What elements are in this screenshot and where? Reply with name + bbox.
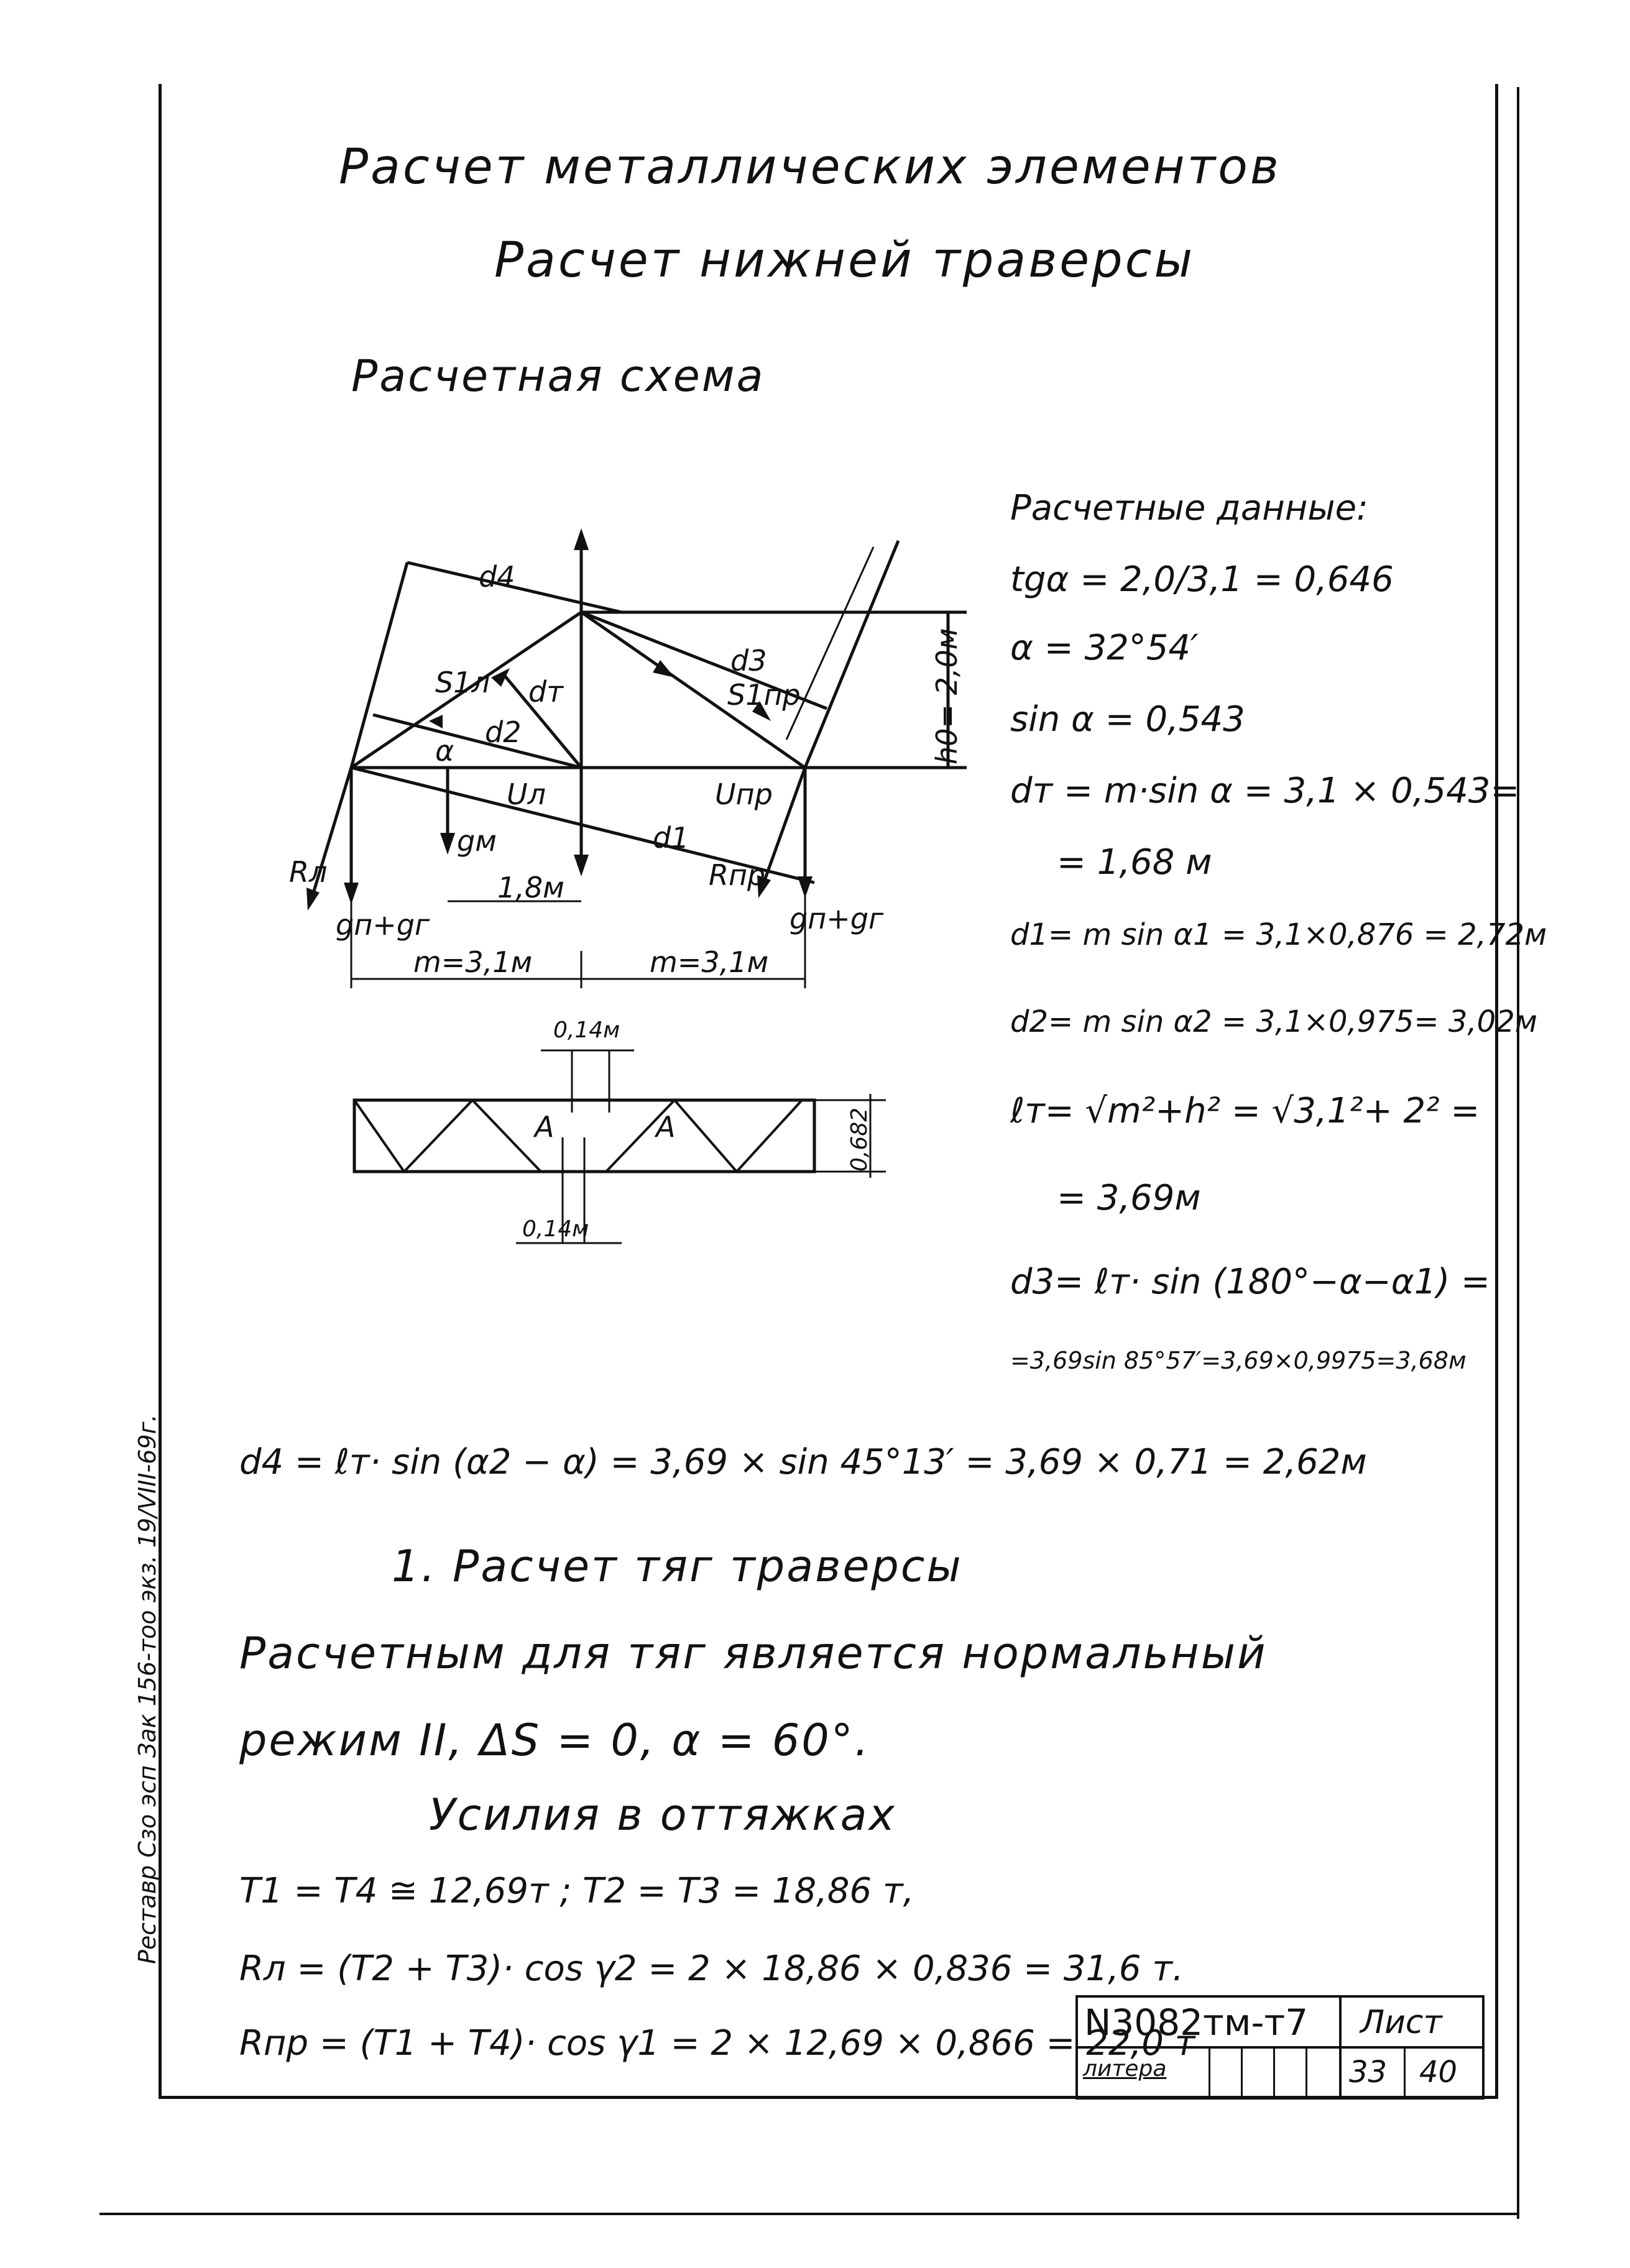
data-d3: d3= ℓт· sin (180°−α−α1) = bbox=[1010, 1262, 1490, 1302]
label-gsum-left: gп+gг bbox=[336, 908, 430, 942]
stamp-sheet-div bbox=[1404, 2049, 1406, 2097]
label-alpha: α bbox=[435, 734, 454, 768]
eq-tensions: T1 = T4 ≅ 12,69т ; T2 = T3 = 18,86 т, bbox=[239, 1871, 914, 1911]
label-d1: d1 bbox=[653, 821, 689, 855]
label-s1: S1л bbox=[435, 666, 490, 699]
stamp-sheet-label: Лист bbox=[1360, 2004, 1442, 2041]
label-gsum-right: gп+gг bbox=[790, 902, 884, 935]
eq-rl: Rл = (T2 + T3)· cos γ2 = 2 × 18,86 × 0,836 = 31,6 т. bbox=[239, 1949, 1184, 1989]
stamp-litera-div3 bbox=[1273, 2049, 1275, 2097]
stamp-litera-div2 bbox=[1241, 2049, 1243, 2097]
body-d4: d4 = ℓт· sin (α2 − α) = 3,69 × sin 45°13′ = 3,69 × 0,71 = 2,62м bbox=[239, 1442, 1367, 1482]
label-0682: 0,682 bbox=[847, 1107, 872, 1172]
data-d2: d2= m sin α2 = 3,1×0,975= 3,02м bbox=[1010, 1004, 1537, 1039]
label-d2: d2 bbox=[485, 715, 522, 749]
label-m-left: m=3,1м bbox=[413, 945, 533, 979]
data-d3-result: =3,69sin 85°57′=3,69×0,9975=3,68м bbox=[1010, 1347, 1467, 1374]
label-ul: Uл bbox=[507, 778, 546, 811]
label-section-a1: А bbox=[535, 1110, 555, 1144]
section-heading: 1. Расчет тяг траверсы bbox=[392, 1541, 963, 1592]
label-rl: Rл bbox=[289, 855, 328, 889]
label-d3: d3 bbox=[730, 644, 767, 677]
title-sub: Расчет нижней траверсы bbox=[494, 232, 1195, 288]
label-gm: gм bbox=[457, 824, 497, 858]
data-alpha: α = 32°54′ bbox=[1010, 628, 1199, 668]
scheme-title: Расчетная схема bbox=[351, 351, 765, 402]
data-tg: tgα = 2,0/3,1 = 0,646 bbox=[1010, 559, 1394, 600]
stamp-litera-row bbox=[1078, 2049, 1342, 2097]
stamp-litera-div4 bbox=[1305, 2049, 1307, 2097]
side-note: Реставр Сзо эсп Зак 156-тоо экз. 19/VIII-69г. bbox=[134, 1414, 161, 1964]
stamp-total: 40 bbox=[1419, 2055, 1458, 2090]
paragraph-line1: Расчетным для тяг является нормальный bbox=[239, 1628, 1268, 1679]
label-014-top: 0,14м bbox=[553, 1017, 620, 1043]
label-s2: S1пр bbox=[727, 678, 801, 712]
data-d1: d1= m sin α1 = 3,1×0,876 = 2,72м bbox=[1010, 917, 1547, 952]
data-lT-result: = 3,69м bbox=[1057, 1178, 1201, 1218]
data-dT-result: = 1,68 м bbox=[1057, 842, 1212, 883]
label-section-a2: А bbox=[656, 1110, 676, 1144]
stamp-code: N3082тм-т7 bbox=[1084, 2001, 1309, 2044]
paragraph-line2: режим II, ΔS = 0, α = 60°. bbox=[239, 1715, 871, 1766]
title-main: Расчет металлических элементов bbox=[339, 139, 1281, 195]
forces-heading: Усилия в оттяжках bbox=[429, 1789, 896, 1840]
stamp-code-cell bbox=[1078, 1998, 1342, 2049]
data-dT: dт = m·sin α = 3,1 × 0,543= bbox=[1010, 771, 1520, 811]
stamp-sheet-no: 33 bbox=[1349, 2055, 1388, 2090]
data-lT: ℓт= √m²+h² = √3,1²+ 2² = bbox=[1010, 1091, 1480, 1131]
label-rpr: Rпр bbox=[709, 858, 766, 892]
stamp-sheet-label-cell bbox=[1342, 1998, 1482, 2049]
label-upr: Uпр bbox=[715, 778, 773, 811]
label-d4: d4 bbox=[479, 560, 515, 594]
data-sin: sin α = 0,543 bbox=[1010, 699, 1245, 740]
data-header: Расчетные данные: bbox=[1010, 488, 1368, 528]
label-h0: h0= 2,0м bbox=[930, 628, 964, 764]
stamp-sheet-numbers bbox=[1342, 2049, 1482, 2097]
label-014-bot: 0,14м bbox=[522, 1216, 589, 1242]
label-dT: dт bbox=[528, 675, 563, 709]
eq-rpr: Rпр = (T1 + T4)· cos γ1 = 2 × 12,69 × 0,866 = 22,0 т bbox=[239, 2023, 1195, 2064]
stamp-litera: литера bbox=[1083, 2056, 1167, 2082]
stamp-litera-div1 bbox=[1209, 2049, 1210, 2097]
label-1-8m: 1,8м bbox=[497, 871, 564, 904]
title-block bbox=[1075, 1995, 1485, 2100]
label-m-right: m=3,1м bbox=[650, 945, 769, 979]
